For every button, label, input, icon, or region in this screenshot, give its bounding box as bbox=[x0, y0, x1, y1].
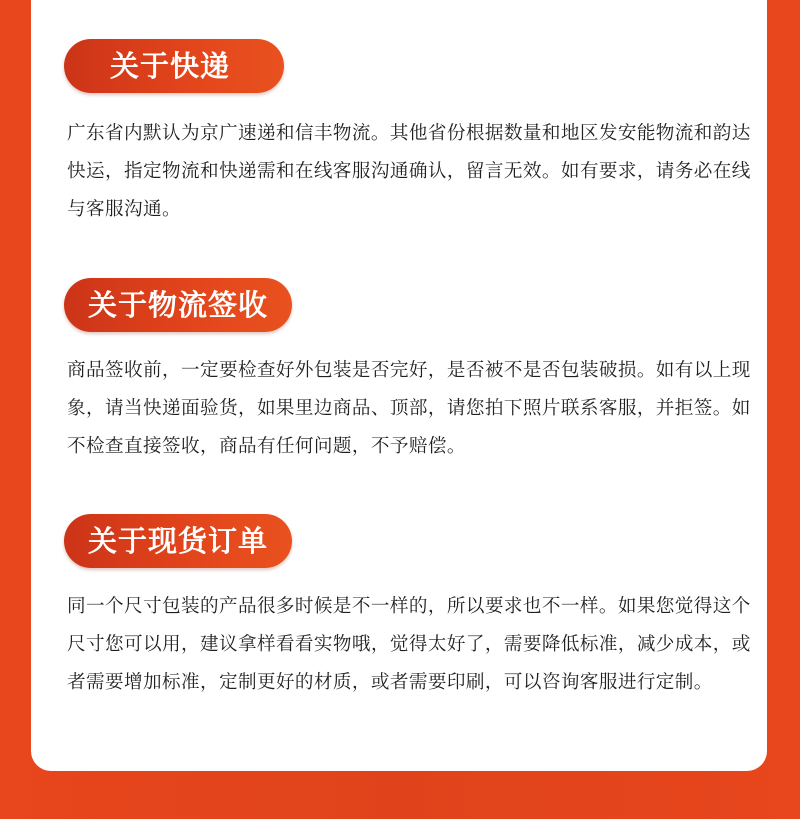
section-stock-orders bbox=[64, 514, 764, 702]
section-logistics-receipt bbox=[64, 278, 764, 466]
section-title-stock-orders: 关于现货订单 bbox=[64, 514, 292, 568]
section-express bbox=[64, 39, 764, 229]
section-paragraph-express: 广东省内默认为京广速递和信丰物流。其他省份根据数量和地区发安能物流和韵达快运，指定物流和快递需和在线客服沟通确认，留言无效。如有要求，请务必在线与客服沟通。 bbox=[67, 123, 751, 220]
section-paragraph-logistics-receipt: 商品签收前，一定要检查好外包装是否完好，是否被不是否包装破损。如有以上现象，请当快递面验货，如果里边商品、顶部，请您拍下照片联系客服，并拒签。如不检查直接签收，商品有任何问题，不予赔偿。 bbox=[67, 360, 751, 457]
section-paragraph-stock-orders: 同一个尺寸包装的产品很多时候是不一样的，所以要求也不一样。如果您觉得这个尺寸您可以用，建议拿样看看实物哦，觉得太好了，需要降低标准，减少成本，或者需要增加标准，定制更好的材质，或者需要印刷，可以咨询客服进行定制。 bbox=[67, 596, 751, 693]
section-title-express: 关于快递 bbox=[64, 39, 284, 93]
section-title-logistics-receipt: 关于物流签收 bbox=[64, 278, 292, 332]
